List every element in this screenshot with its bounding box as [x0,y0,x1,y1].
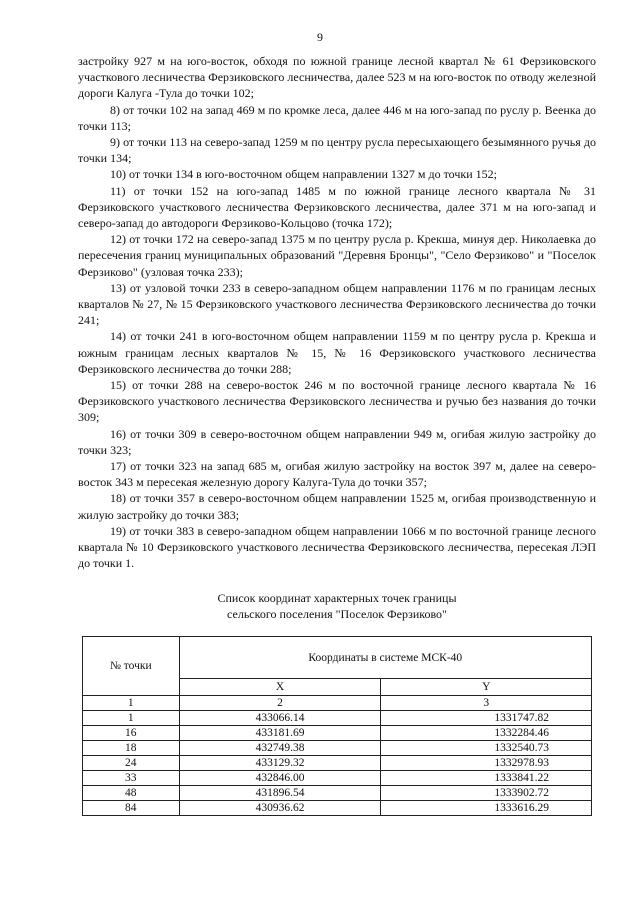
boundary-description [78,53,596,572]
paragraph: 11) от точки 152 на юго-запад 1485 м по южной границе лесного квартала № 31 Ферзиковского участкового лесничества Ферзиковского лесничества, далее 371 м на юго-запад и северо-запад до автодороги Ферзиково-Кольцово (точка 172); [78,183,596,231]
y-coordinate: 1332540.73 [381,741,592,756]
page-number: 9 [317,30,323,44]
y-coordinate: 1333841.22 [381,771,592,786]
table-row [83,711,592,726]
point-number: 84 [83,801,180,816]
point-number: 24 [83,756,180,771]
point-number: 16 [83,726,180,741]
coordinates-table [82,636,592,816]
table-row [83,801,592,816]
coordinates-list-title [78,590,596,622]
paragraph: 16) от точки 309 в северо-восточном общем направлении 949 м, огибая жилую застройку до точки 323; [78,426,596,457]
point-number: 48 [83,786,180,801]
table-row [83,726,592,741]
point-number: 1 [83,711,180,726]
header-x: X [179,679,381,696]
column-index: 3 [381,696,592,711]
table-row [83,771,592,786]
paragraph: 14) от точки 241 в юго-восточном общем направлении 1159 м по центру русла р. Крекша и южным границам лесных кварталов № 15, № 16 Ферзиковского участкового лесничества Ферзиковского лесничества до точки 288; [78,329,596,376]
table-row [83,741,592,756]
header-coordinate-system: Координаты в системе МСК-40 [179,637,591,679]
paragraph: 19) от точки 383 в северо-западном общем направлении 1066 м по восточной границе лесного квартала № 10 Ферзиковского участкового лесничества Ферзиковского лесничества, пересекая ЛЭП до точки 1. [78,523,596,571]
table-header-row [83,637,592,679]
header-point-number: № точки [83,637,180,696]
paragraph: 9) от точки 113 на северо-запад 1259 м по центру русла пересыхающего безымянного ручья до точки 134; [78,135,596,166]
table-row [83,756,592,771]
paragraph: застройку 927 м на юго-восток, обходя по южной границе лесной квартал № 61 Ферзиковского участкового лесничества Ферзиковского лесничества, далее 523 м на юго-восток по отводу железной дороги Калуга -Тула до точки 102; [78,54,596,101]
point-number: 33 [83,771,180,786]
list-title-line-1: Список координат характерных точек границы [217,591,457,605]
y-coordinate: 1332978.93 [381,756,592,771]
x-coordinate: 433181.69 [179,726,381,741]
paragraph: 18) от точки 357 в северо-восточном общем направлении 1525 м, огибая производственную и жилую застройку до точки 383; [78,491,596,522]
x-coordinate: 431896.54 [179,786,381,801]
paragraph: 8) от точки 102 на запад 469 м по кромке леса, далее 446 м на юго-запад по руслу р. Веенка до точки 113; [78,102,596,133]
table-row [83,786,592,801]
paragraph: 17) от точки 323 на запад 685 м, огибая жилую застройку на восток 397 м, далее на северо-восток 343 м пересекая железную дорогу Калуга-Тула до точки 357; [78,459,596,490]
column-index-row [83,696,592,711]
paragraph: 10) от точки 134 в юго-восточном общем направлении 1327 м до точки 152; [110,167,497,182]
point-number: 18 [83,741,180,756]
y-coordinate: 1332284.46 [381,726,592,741]
paragraph: 13) от узловой точки 233 в северо-западном общем направлении 1176 м по границам лесных кварталов № 27, № 15 Ферзиковского участкового лесничества Ферзиковского лесничества до точки 241; [78,280,596,328]
header-y: Y [381,679,592,696]
paragraph: 15) от точки 288 на северо-восток 246 м по восточной границе лесного квартала № 16 Ферзиковского участкового лесничества Ферзиковского лесничества и ручью без названия до точки 309; [78,378,596,425]
y-coordinate: 1331747.82 [381,711,592,726]
x-coordinate: 432846.00 [179,771,381,786]
x-coordinate: 430936.62 [179,801,381,816]
x-coordinate: 433066.14 [179,711,381,726]
x-coordinate: 433129.32 [179,756,381,771]
y-coordinate: 1333616.29 [381,801,592,816]
list-title-line-2: сельского поселения "Поселок Ферзиково" [227,607,447,621]
y-coordinate: 1333902.72 [381,786,592,801]
column-index: 2 [179,696,381,711]
paragraph: 12) от точки 172 на северо-запад 1375 м по центру русла р. Крекша, минуя дер. Николаевка до пересечения границ муниципальных образований "Деревня Бронцы", "Село Ферзиково" и "Поселок Ферзиково" (узловая точка 233); [78,232,596,279]
x-coordinate: 432749.38 [179,741,381,756]
column-index: 1 [83,696,180,711]
